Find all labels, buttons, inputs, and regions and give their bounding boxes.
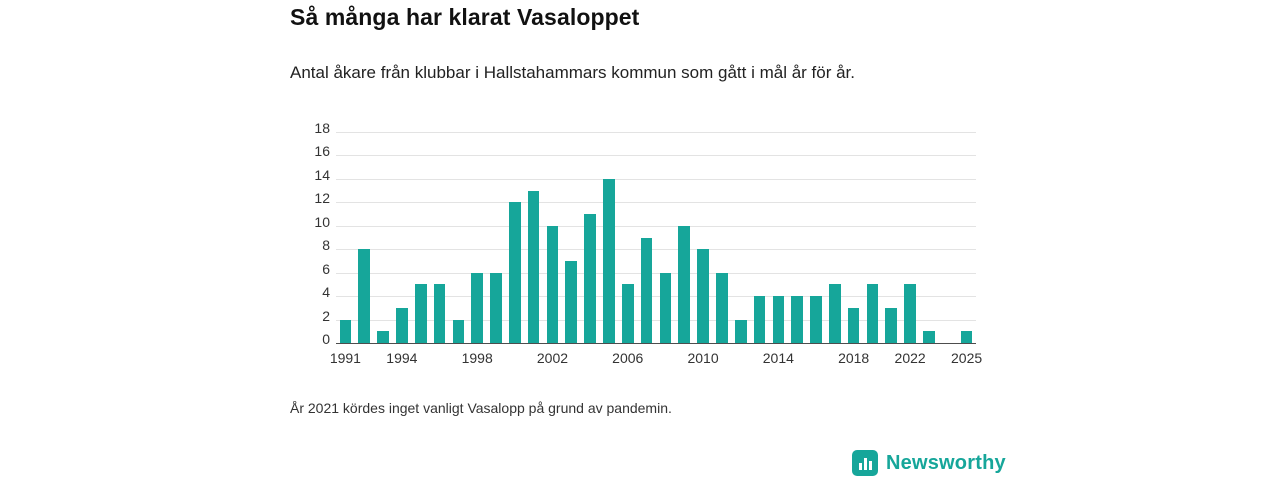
bar	[904, 284, 916, 343]
bar	[377, 331, 389, 343]
page-title: Så många har klarat Vasaloppet	[290, 4, 640, 30]
bar	[660, 273, 672, 343]
bar	[547, 226, 559, 343]
y-tick-label: 0	[322, 331, 330, 347]
y-tick-label: 8	[322, 237, 330, 254]
bar	[923, 331, 935, 343]
bar	[678, 226, 690, 343]
bar	[622, 284, 634, 343]
y-axis-labels	[290, 120, 330, 347]
bar	[697, 249, 709, 343]
x-tick-label: 2022	[894, 350, 926, 366]
bar	[471, 273, 483, 343]
bar-chart	[290, 120, 983, 376]
x-tick-label: 2002	[536, 350, 569, 366]
bar	[415, 284, 427, 343]
x-tick-label: 1998	[461, 350, 493, 366]
bar	[584, 214, 596, 343]
bar	[791, 296, 803, 343]
y-tick-label: 10	[314, 213, 330, 230]
x-tick-label: 2018	[838, 350, 870, 366]
bar	[453, 320, 465, 343]
bar-series	[336, 132, 976, 344]
bar	[848, 308, 860, 343]
y-tick-label: 2	[322, 307, 330, 324]
bar	[565, 261, 577, 343]
bar	[358, 249, 370, 343]
y-tick-label: 12	[314, 190, 330, 207]
x-axis-labels	[329, 350, 983, 374]
bar	[641, 238, 653, 344]
chart-subtitle: Antal åkare från klubbar i Hallstahammars kommun som gått i mål år för år.	[290, 63, 855, 82]
bar	[961, 331, 973, 343]
newsworthy-logo	[852, 450, 1006, 476]
bar	[340, 320, 352, 343]
bar-chart-icon	[852, 450, 878, 476]
y-tick-label: 18	[314, 120, 330, 136]
x-tick-label: 2025	[951, 350, 983, 366]
x-tick-label: 2014	[762, 350, 794, 366]
bar	[810, 296, 822, 343]
bar	[396, 308, 408, 343]
bar	[735, 320, 747, 343]
x-tick-label: 1994	[386, 350, 418, 366]
bar	[867, 284, 879, 343]
bar	[490, 273, 502, 343]
bar	[754, 296, 766, 343]
y-tick-label: 4	[322, 284, 330, 301]
y-tick-label: 16	[314, 143, 330, 160]
x-axis-line	[336, 343, 976, 344]
bar	[528, 191, 540, 343]
plot-area	[336, 132, 976, 344]
brand-name: Newsworthy	[886, 451, 1006, 474]
bar	[509, 202, 521, 343]
bar	[885, 308, 897, 343]
y-tick-label: 14	[314, 166, 330, 183]
bar	[773, 296, 785, 343]
bar	[716, 273, 728, 343]
x-tick-label: 1991	[329, 350, 361, 366]
chart-footnote: År 2021 kördes inget vanligt Vasalopp på grund av pandemin.	[290, 400, 672, 416]
bar	[603, 179, 615, 343]
bar	[829, 284, 841, 343]
bar	[434, 284, 446, 343]
y-tick-label: 6	[322, 260, 330, 277]
x-tick-label: 2010	[687, 350, 719, 366]
x-tick-label: 2006	[612, 350, 644, 366]
